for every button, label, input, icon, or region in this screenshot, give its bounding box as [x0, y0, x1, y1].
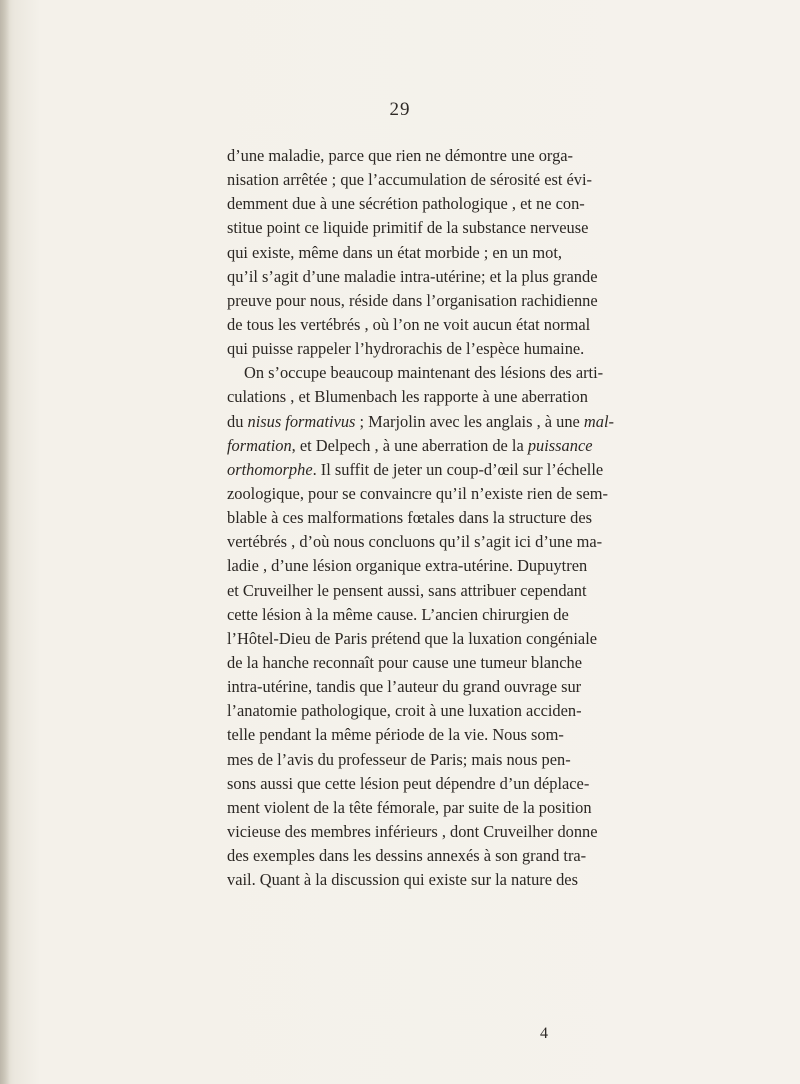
- text-line: qui puisse rappeler l’hydrorachis de l’espèce humaine.: [227, 339, 585, 359]
- text-line: vicieuse des membres inférieurs , dont Cruveilher donne: [227, 821, 598, 841]
- text-line: [227, 410, 614, 434]
- text-fragment: du: [227, 411, 248, 431]
- italic-term: mal-: [583, 411, 614, 431]
- text-line: qui existe, même dans un état morbide ; en un mot,: [227, 242, 563, 262]
- text-line: [227, 434, 593, 458]
- text-line: de tous les vertébrés , où l’on ne voit aucun état normal: [227, 314, 591, 334]
- text-line: de la hanche reconnaît pour cause une tumeur blanche: [227, 652, 582, 672]
- text-line: ladie , d’une lésion organique extra-utérine. Dupuytren: [227, 556, 588, 576]
- text-fragment: . Il suffit de jeter un coup-d’œil sur l’échelle: [312, 459, 604, 479]
- text-line: culations , et Blumenbach les rapporte à une aberration: [227, 387, 588, 407]
- italic-term: puissance: [527, 435, 593, 455]
- text-line: intra-utérine, tandis que l’auteur du grand ouvrage sur: [227, 677, 582, 697]
- text-line: On s’occupe beaucoup maintenant des lésions des arti-: [244, 363, 604, 383]
- text-line: l’Hôtel-Dieu de Paris prétend que la luxation congéniale: [227, 628, 598, 648]
- text-line: et Cruveilher le pensent aussi, sans attribuer cependant: [227, 580, 587, 600]
- text-line: l’anatomie pathologique, croit à une luxation acciden-: [227, 701, 582, 721]
- text-line: preuve pour nous, réside dans l’organisation rachidienne: [227, 290, 598, 310]
- text-line: qu’il s’agit d’une maladie intra-utérine; et la plus grande: [227, 266, 598, 286]
- text-line: demment due à une sécrétion pathologique , et ne con-: [227, 194, 585, 214]
- text-line: [227, 458, 604, 482]
- text-fragment: , et Delpech , à une aberration de la: [291, 435, 528, 455]
- text-line: vertébrés , d’où nous concluons qu’il s’agit ici d’une ma-: [227, 532, 603, 552]
- text-line: telle pendant la même période de la vie. Nous som-: [227, 725, 564, 745]
- italic-term: formation: [227, 435, 292, 455]
- body-text: [227, 144, 614, 892]
- text-line: cette lésion à la même cause. L’ancien chirurgien de: [227, 604, 569, 624]
- italic-term: orthomorphe: [227, 459, 313, 479]
- text-line: stitue point ce liquide primitif de la substance nerveuse: [227, 218, 589, 238]
- text-line: zoologique, pour se convaincre qu’il n’existe rien de sem-: [227, 483, 608, 503]
- text-line: nisation arrêtée ; que l’accumulation de sérosité est évi-: [227, 170, 593, 190]
- text-line: mes de l’avis du professeur de Paris; mais nous pen-: [227, 749, 571, 769]
- text-line: sons aussi que cette lésion peut dépendre d’un déplace-: [227, 773, 590, 793]
- page-edge-shadow: [0, 0, 10, 1084]
- signature-mark: 4: [540, 1025, 548, 1042]
- text-line: vail. Quant à la discussion qui existe sur la nature des: [227, 870, 578, 890]
- text-line: ment violent de la tête fémorale, par suite de la position: [227, 797, 592, 817]
- page-number: 29: [389, 99, 411, 120]
- text-fragment: ; Marjolin avec les anglais , à une: [355, 411, 584, 431]
- italic-term: nisus formativus: [247, 411, 356, 431]
- text-line: blable à ces malformations fœtales dans la structure des: [227, 508, 593, 528]
- text-line: d’une maladie, parce que rien ne démontre une orga-: [227, 146, 574, 165]
- text-line: des exemples dans les dessins annexés à son grand tra-: [227, 846, 587, 866]
